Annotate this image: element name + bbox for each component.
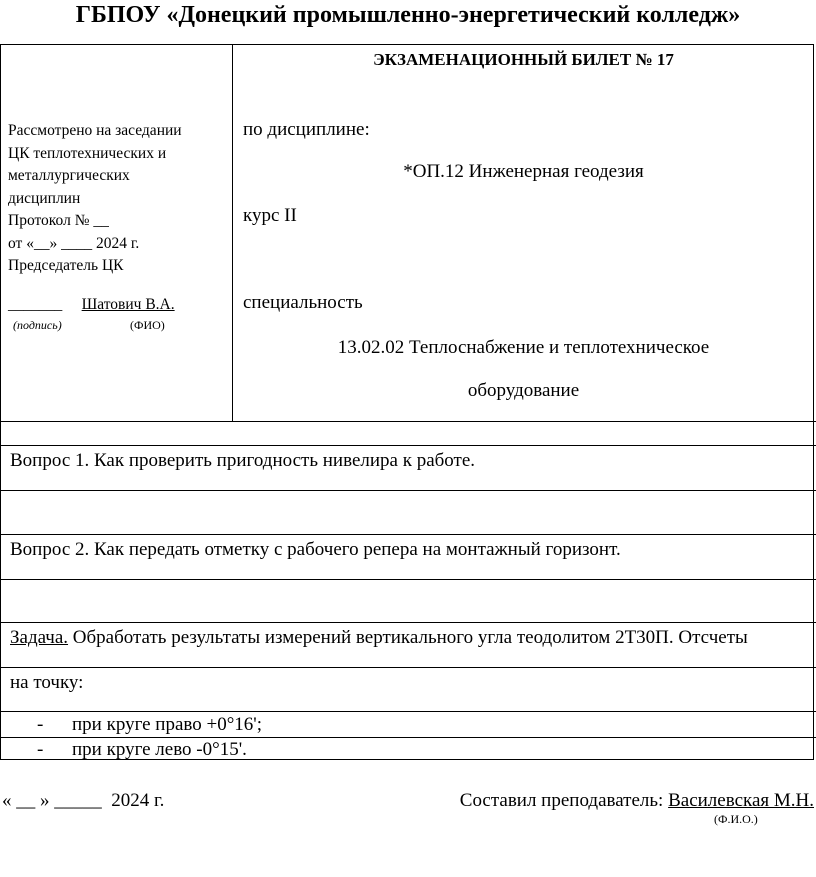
compiled-by — [460, 790, 814, 812]
date-line: « __ » _____ 2024 г. — [2, 790, 165, 811]
specialty-label: специальность — [243, 292, 363, 313]
column-divider — [232, 44, 233, 422]
task-label: Задача. — [10, 627, 69, 648]
approval-line: дисциплин — [8, 189, 81, 207]
list-dash: - — [37, 714, 44, 735]
approval-line: от «__» ____ 2024 г. — [8, 234, 140, 252]
task-text: Обработать результаты измерений вертикального угла теодолитом 2Т30П. Отсчеты — [68, 627, 748, 648]
discipline-label: по дисциплине: — [243, 119, 370, 140]
table-rule — [0, 421, 816, 422]
table-rule — [0, 490, 816, 491]
table-rule — [0, 667, 816, 668]
ticket-title: ЭКЗАМЕНАЦИОННЫЙ БИЛЕТ № 17 — [373, 50, 674, 69]
signature-blank: _______ — [8, 296, 63, 313]
table-rule — [0, 622, 816, 623]
approval-block — [8, 120, 230, 278]
compiled-label: Составил преподаватель: — [459, 790, 669, 811]
task-row — [10, 627, 748, 649]
approval-line: Председатель ЦК — [8, 257, 124, 274]
name-caption: (ФИО) — [130, 318, 165, 332]
table-rule — [0, 579, 816, 580]
fio-caption: (Ф.И.О.) — [714, 812, 758, 826]
table-rule — [0, 445, 816, 446]
course: курс II — [243, 205, 297, 226]
task-continuation: на точку: — [10, 672, 84, 693]
specialty-line: оборудование — [467, 380, 580, 401]
question-1: Вопрос 1. Как проверить пригодность нивелира к работе. — [10, 450, 476, 471]
college-title: ГБПОУ «Донецкий промышленно-энергетический колледж» — [75, 2, 741, 28]
list-dash: - — [37, 739, 44, 760]
signature-caption: (подпись) — [13, 318, 62, 332]
approval-line: Рассмотрено на заседании — [8, 122, 182, 139]
teacher-name: Василевская М.Н. — [668, 790, 814, 811]
approval-line: ЦК теплотехнических и — [8, 144, 167, 162]
discipline-name: *ОП.12 Инженерная геодезия — [403, 161, 644, 182]
approval-line: металлургических — [8, 167, 130, 184]
question-2: Вопрос 2. Как передать отметку с рабочего репера на монтажный горизонт. — [10, 539, 621, 560]
approval-line: Протокол № __ — [8, 212, 109, 229]
specialty-line: 13.02.02 Теплоснабжение и теплотехническое — [337, 337, 710, 358]
table-rule — [0, 711, 816, 712]
list-item: при круге лево -0°15'. — [72, 739, 247, 760]
signature-line — [8, 294, 175, 317]
list-item: при круге право +0°16'; — [72, 714, 262, 735]
chair-name: Шатович В.А. — [81, 296, 175, 313]
table-rule — [0, 534, 816, 535]
table-rule — [0, 737, 816, 738]
